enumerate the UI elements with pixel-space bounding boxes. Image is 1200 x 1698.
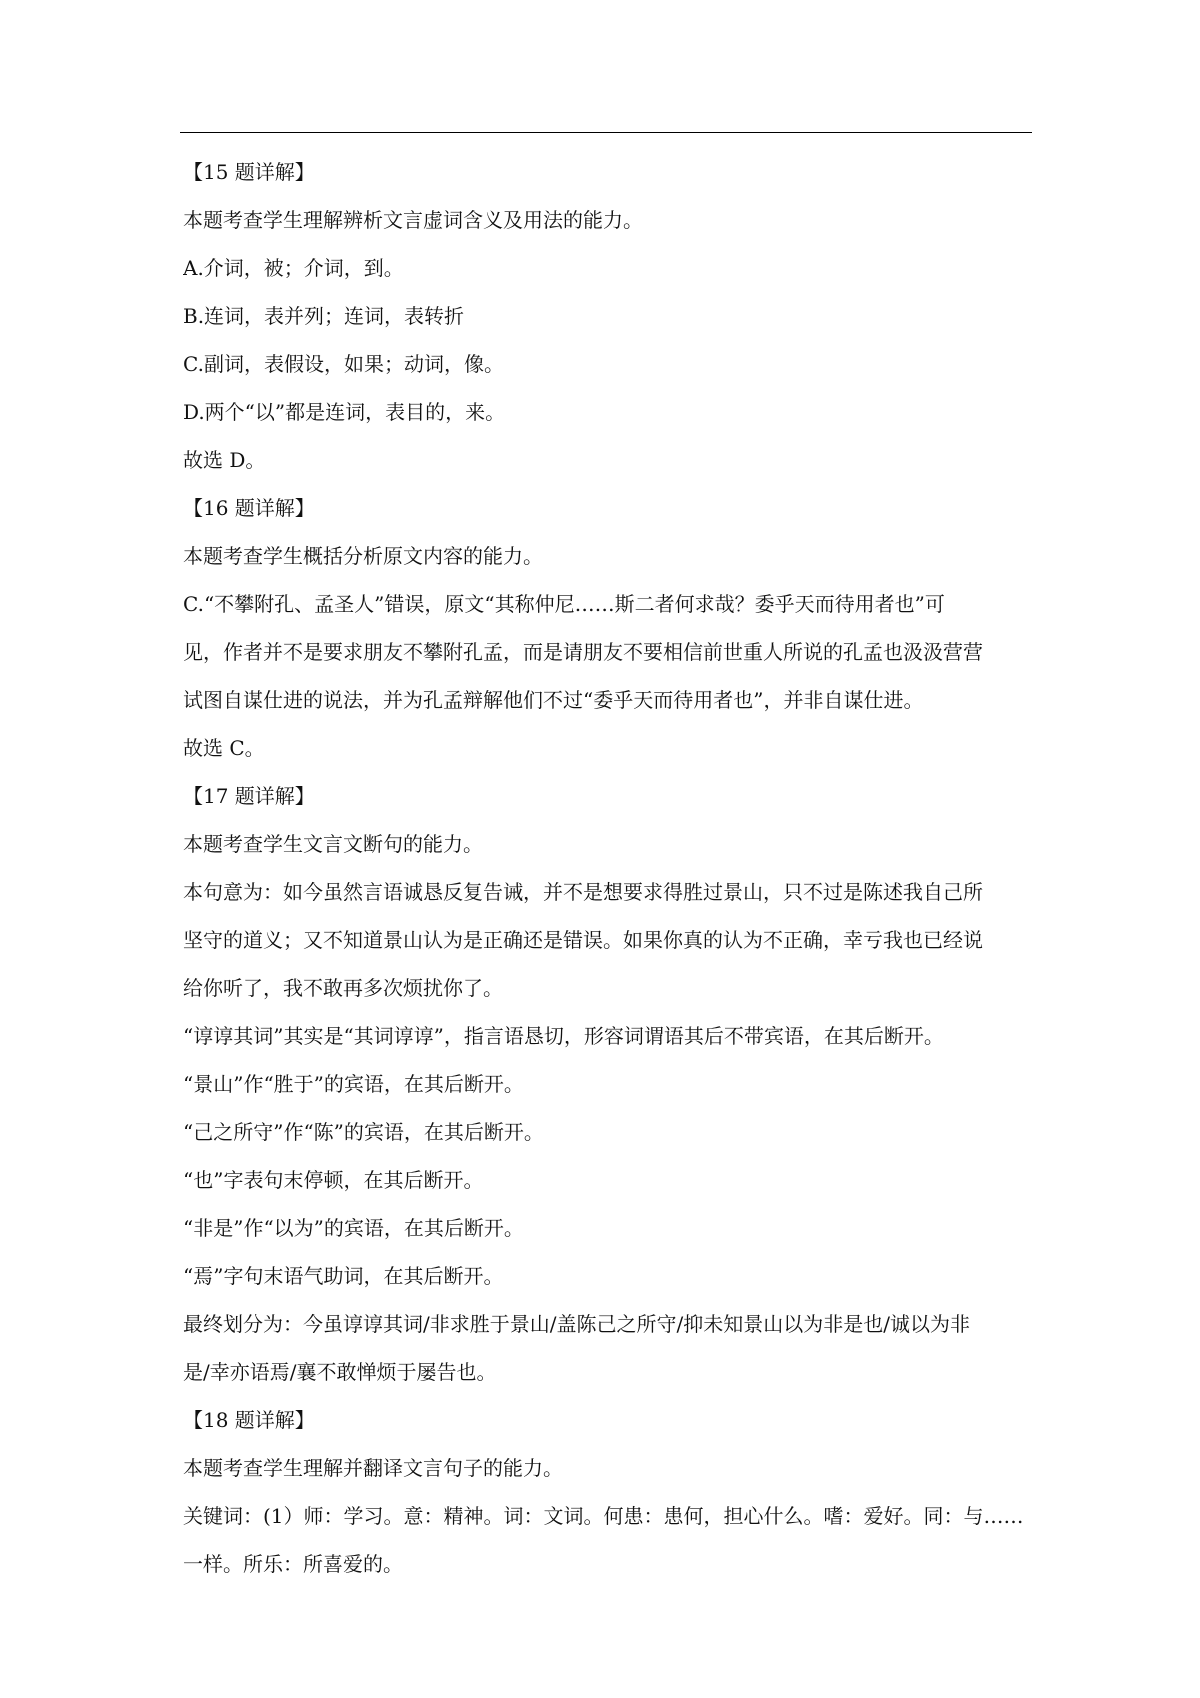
q16-analysis-line-2: 见，作者并不是要求朋友不攀附孔孟，而是请朋友不要相信前世重人所说的孔孟也汲汲营营 [183, 640, 983, 664]
q15-intro: 本题考查学生理解辨析文言虚词含义及用法的能力。 [183, 208, 643, 232]
q17-point-4: “也”字表句末停顿，在其后断开。 [183, 1168, 484, 1192]
q18-heading: 【18 题详解】 [183, 1408, 315, 1432]
q17-heading: 【17 题详解】 [183, 784, 315, 808]
q17-point-2: “景山”作“胜于”的宾语，在其后断开。 [183, 1072, 524, 1096]
q17-meaning-line-2: 坚守的道义；又不知道景山认为是正确还是错误。如果你真的认为不正确，幸亏我也已经说 [183, 928, 983, 952]
q17-point-5: “非是”作“以为”的宾语，在其后断开。 [183, 1216, 524, 1240]
q18-intro: 本题考查学生理解并翻译文言句子的能力。 [183, 1456, 563, 1480]
q17-point-6: “焉”字句末语气助词，在其后断开。 [183, 1264, 504, 1288]
q15-option-b: B.连词，表并列；连词，表转折 [183, 304, 465, 328]
q17-meaning-line-1: 本句意为：如今虽然言语诚恳反复告诫，并不是想要求得胜过景山，只不过是陈述我自己所 [183, 880, 983, 904]
q16-answer: 故选 C。 [183, 736, 265, 760]
q17-point-1: “谆谆其词”其实是“其词谆谆”，指言语恳切，形容词谓语其后不带宾语，在其后断开。 [183, 1024, 944, 1048]
q16-analysis-line-3: 试图自谋仕进的说法，并为孔孟辩解他们不过“委乎天而待用者也”，并非自谋仕进。 [183, 688, 924, 712]
q18-keywords-line-1: 关键词：(1）师：学习。意：精神。词：文词。何患：患何，担心什么。嗜：爱好。同：与…… [183, 1504, 1024, 1528]
q17-final-line-1: 最终划分为：今虽谆谆其词/非求胜于景山/盖陈己之所守/抑未知景山以为非是也/诚以为非 [183, 1312, 970, 1336]
q17-point-3: “己之所守”作“陈”的宾语，在其后断开。 [183, 1120, 544, 1144]
document-body [183, 148, 1033, 1588]
header-rule [180, 132, 1032, 133]
q15-heading: 【15 题详解】 [183, 160, 315, 184]
q16-analysis-line-1: C.“不攀附孔、孟圣人”错误，原文“其称仲尼……斯二者何求哉？委乎天而待用者也”可 [183, 592, 945, 616]
q15-option-a: A.介词，被；介词，到。 [183, 256, 404, 280]
q15-answer: 故选 D。 [183, 448, 266, 472]
q17-meaning-line-3: 给你听了，我不敢再多次烦扰你了。 [183, 976, 503, 1000]
q15-option-c: C.副词，表假设，如果；动词，像。 [183, 352, 504, 376]
q17-final-line-2: 是/幸亦语焉/襄不敢惮烦于屡告也。 [183, 1360, 497, 1384]
q16-intro: 本题考查学生概括分析原文内容的能力。 [183, 544, 543, 568]
q15-option-d: D.两个“以”都是连词，表目的，来。 [183, 400, 506, 424]
q17-intro: 本题考查学生文言文断句的能力。 [183, 832, 483, 856]
q18-keywords-line-2: 一样。所乐：所喜爱的。 [183, 1552, 403, 1576]
q16-heading: 【16 题详解】 [183, 496, 315, 520]
